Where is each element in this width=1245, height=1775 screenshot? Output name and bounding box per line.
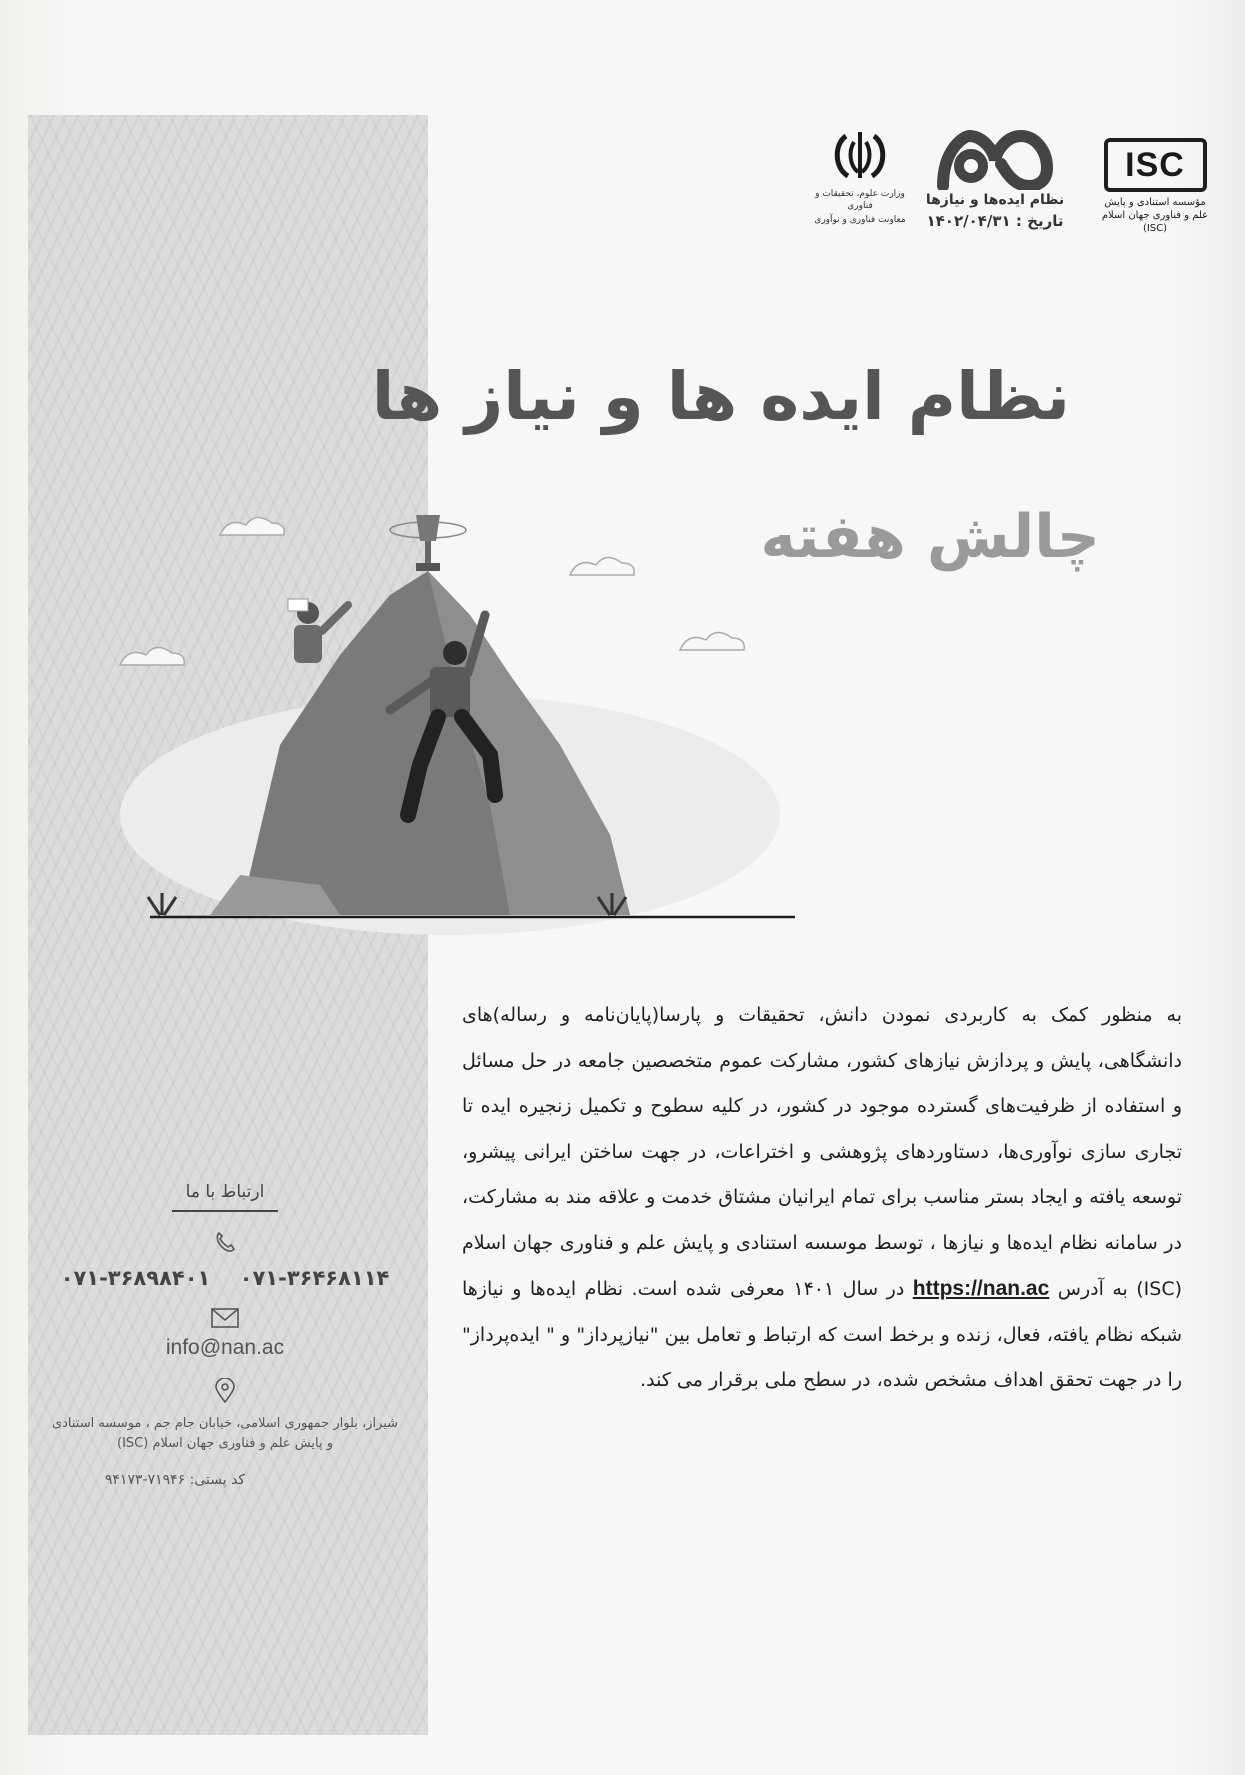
mail-icon xyxy=(211,1308,239,1328)
postal-code: کد پستی: ۷۱۹۴۶-۹۴۱۷۳ xyxy=(104,1472,246,1488)
nan-logo-caption: نظام ایده‌ها و نیازها xyxy=(925,192,1065,208)
isc-logo-caption: مؤسسه استنادی و پایش علم و فناوری جهان اسلام (ISC) xyxy=(1101,197,1209,234)
page-title: نظام ایده ها و نیاز ها xyxy=(371,358,1070,435)
contact-section xyxy=(40,1180,410,1488)
location-pin-icon xyxy=(214,1378,236,1404)
contact-title: ارتباط با ما xyxy=(172,1180,279,1212)
nan-logo-icon xyxy=(935,128,1055,190)
website-link[interactable]: https://nan.ac xyxy=(912,1277,1050,1300)
email-address[interactable]: info@nan.ac xyxy=(165,1336,285,1359)
isc-logo xyxy=(1100,138,1210,235)
phone-icon xyxy=(213,1230,237,1254)
body-paragraph xyxy=(462,993,1182,1404)
nan-logo xyxy=(920,128,1070,230)
emblem-icon xyxy=(832,130,888,182)
postal-address: شیراز، بلوار جمهوری اسلامی، خیابان جام جم ، موسسه استنادی و پایش علم و فناوری جهان اسلام (ISC) xyxy=(51,1416,399,1451)
body-text-part2: در سال ۱۴۰۱ معرفی شده است. نظام ایده‌ها و نیازها شبکه نظام یافته، فعال، زنده و برخط است که ارتباط و تعامل بین "نیازپرداز" و " ایده‌پرداز" را در جهت تحقق اهداف مشخص شده، در سطح ملی برقرار می کند. xyxy=(462,1278,1182,1391)
mountain-climbers-illustration xyxy=(90,505,810,955)
ministry-emblem xyxy=(810,130,910,226)
page-subtitle: چالش هفته xyxy=(760,502,1100,572)
body-text-part1: به منظور کمک به کاربردی نمودن دانش، تحقیقات و پارسا(پایان‌نامه و رساله)های دانشگاهی، پایش و پردازش نیازهای کشور، مشارکت عموم متخصصین جامعه در حل مسائل و استفاده از ظرفیت‌های گسترده موجود در کشور، در کلیه سطوح و تکمیل زنجیره ایده تا تجاری سازی نوآوری‌ها، دستاوردهای پژوهشی و اختراعات، در جهت ساختن ایرانی پیشرو، توسعه یافته و ایجاد بستر مناسب برای تمام ایرانیان مشتاق خدمت و علاقه مند به مشارکت، در سامانه نظام ایده‌ها و نیازها ، توسط موسسه استنادی و پایش علم و فناوری جهان اسلام (ISC) به آدرس xyxy=(462,1004,1183,1300)
document-date: تاریخ : ۱۴۰۲/۰۴/۳۱ xyxy=(926,212,1064,230)
cloud-icon xyxy=(680,632,744,650)
phone-numbers: ۰۷۱-۳۶۴۶۸۱۱۴ ۰۷۱-۳۶۸۹۸۴۰۱ xyxy=(60,1266,390,1290)
isc-logo-mark: ISC xyxy=(1104,138,1207,192)
cloud-icon xyxy=(120,647,184,665)
trophy-icon xyxy=(390,515,466,571)
ministry-caption-2: معاونت فناوری و نوآوری xyxy=(814,215,906,225)
header-logos xyxy=(814,128,1220,258)
ministry-caption-1: وزارت علوم، تحقیقات و فناوری xyxy=(815,189,905,211)
cloud-icon xyxy=(570,557,634,575)
climber-left xyxy=(288,599,348,663)
cloud-icon xyxy=(220,517,284,535)
